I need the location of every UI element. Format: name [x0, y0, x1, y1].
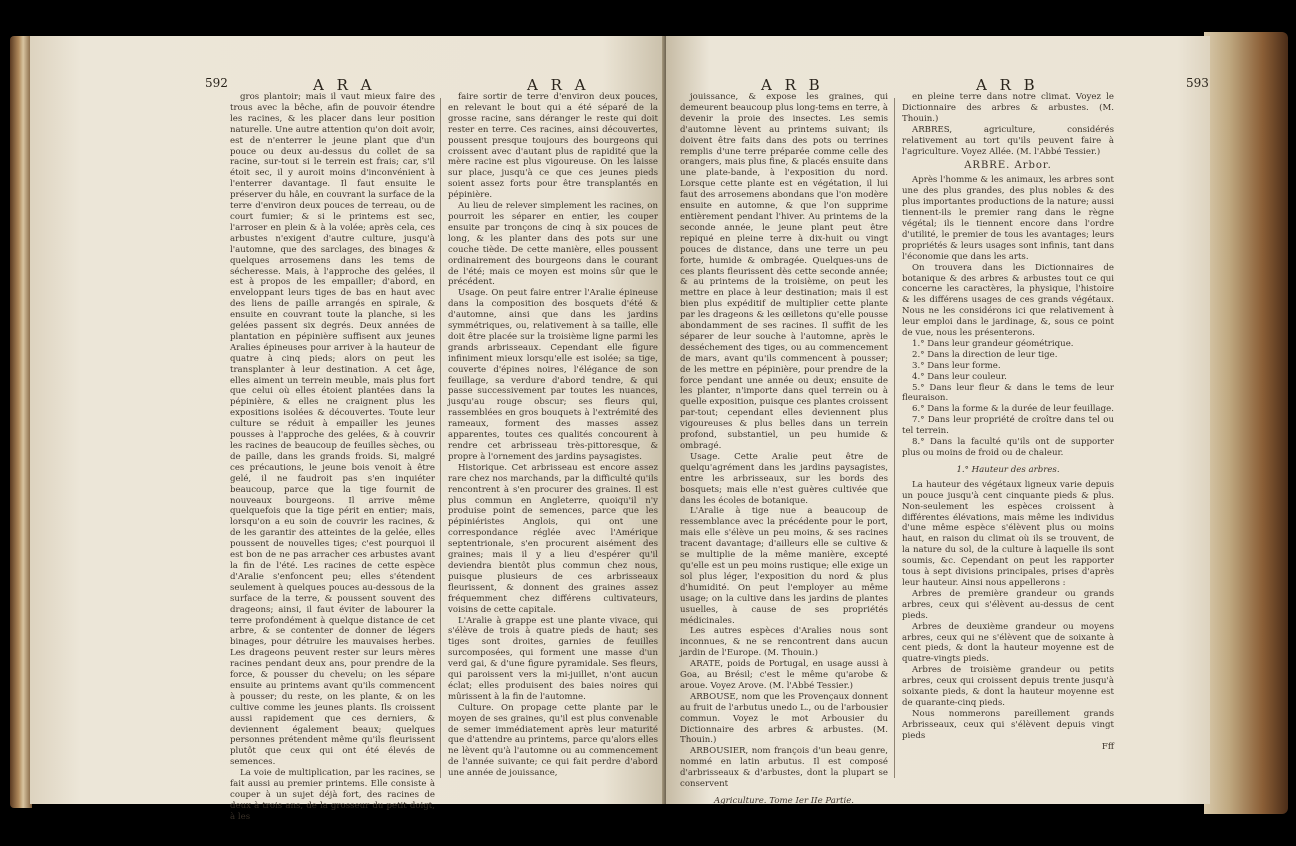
signature-line: Agriculture. Tome Ier IIe Partie. — [713, 796, 855, 806]
paragraph: gros plantoir; mais il vaut mieux faire des trous avec la bêche, afin de pouvoir étendre les racines, & les placer dans leur position naturelle. Une autre attention qu'on doit avoir, est de n'enterrer le jeune plant que d'un pouce ou deux au-dessus du collet de sa racine, sur-tout si le terrein est frais; car, s'il étoit sec, il y auroit moins d'inconvénient à l'enterrer davantage. Il faut ensuite le préserver du hâle, en couvrant la surface de la terre d'environ deux pouces de terreau, ou de court fumier; & si le printems est sec, l'arroser en plein & à la volée; après cela, ces arbustes n'exigent d'autre culture, jusqu'à l'automne, que des sarclages, des binages & quelques arrosemens dans les tems de sécheresse. Mais, à l'approche des gelées, il est à propos de les empailler; d'abord, en enveloppant leurs tiges de bas en haut avec des liens de paille arrangés en spirale, & ensuite en couvrant toute la planche, si les gelées passent six degrés. Deux années de plantation en pépinière suffisent aux jeunes Aralies épineuses pour arriver à la hauteur de quatre à cinq pieds; alors on peut les transplanter à leur destination. A cet âge, elles aiment un terrein meuble, mais plus fort que celui où elles étoient plantées dans la pépinière, & elles ne craignent plus les expositions isolées & découvertes. Toute leur culture se réduit à empailler les jeunes pousses à l'approche des gelées, & à couvrir les racines de beaucoup de feuilles sèches, ou de paille, dans les grands froids. Si, malgré ces précautions, le jeune bois venoit à être gelé, il ne faudroit pas s'en inquiéter beaucoup, parce que la tige fournit de nouveaux bourgeons. Il arrive même quelquefois que la tige périt en entier; mais, lorsqu'on a eu soin de couvrir les racines, & de les garantir des atteintes de la gelée, elles poussent de nouvelles tiges; c'est pourquoi il est bon de ne pas arracher ces arbustes avant la fin de l'été. Les racines de cette espèce d'Aralie s'enfoncent peu; elles s'étendent seulement à quelques pouces au-dessous de la surface de la terre, & poussent souvent des drageons; ainsi, il faut éviter de labourer la terre profondément à quelque distance de cet arbre, & se contenter de donner de légers binages, pour détruire les mauvaises herbes. Les drageons peuvent rester sur leurs mères racines pendant deux ans, pour prendre de la force, & pousser du chevelu; on les sépare ensuite au printems avant qu'ils commencent à pousser; du reste, on les plante, & on les cultive comme les jeunes plants. Ils croissent aussi rapidement que ces derniers, & deviennent également beaux; quelques personnes prétendent même qu'ils fleurissent plutôt que ceux qui ont été élevés de semences. — [230, 92, 435, 768]
paragraph: La hauteur des végétaux ligneux varie depuis un pouce jusqu'à cent cinquante pieds & plus. Non-seulement les espèces croissent à différentes élévations, mais même les individus d'une même espèce s'élèvent plus ou moins haut, en raison du climat où ils se trouvent, de la nature du sol, de la culture à laquelle ils sont soumis, &c. Cependant on peut les rapporter tous à sept divisions principales, prises d'après leur hauteur. Ainsi nous appellerons : — [902, 479, 1114, 588]
section-heading: ARBRE. Arbor. — [964, 160, 1052, 172]
paragraph: ARBOUSE, nom que les Provençaux donnent au fruit de l'arbutus unedo L., ou de l'arbousier commun. Voyez le mot Arbousier du Dictionnaire des arbres & arbustes. (M. Thouin.) — [680, 691, 888, 746]
book-edge-left — [10, 36, 32, 808]
paragraph: Nous nommerons pareillement grands Arbrisseaux, ceux qui s'élèvent depuis vingt pieds — [902, 708, 1114, 741]
right-column-2 — [902, 92, 1114, 752]
running-head-right-col2: A R B — [976, 76, 1039, 94]
list-item: 6.° Dans la forme & la durée de leur feuillage. — [912, 404, 1114, 415]
paragraph: L'Aralie à tige nue a beaucoup de ressemblance avec la précédente pour le port, mais elle s'élève un peu moins, & ses racines tracent davantage; d'ailleurs elle se cultive & se multiplie de la même manière, excepté qu'elle est un peu moins rustique; elle exige un sol plus léger, l'exposition du nord & plus d'humidité. On peut l'employer au même usage; on la cultive dans les jardins de plantes usuelles, à cause de ses propriétés médicinales. — [680, 506, 888, 626]
paragraph: La voie de multiplication, par les racines, se fait aussi au premier printems. Elle consiste à couper à un sujet déjà fort, des racines de deux à trois ans, de la grosseur du petit doigt, à les — [230, 768, 435, 822]
catchword: Fff — [1101, 741, 1114, 752]
column-rule — [894, 98, 895, 778]
paragraph: On trouvera dans les Dictionnaires de botanique & des arbres & arbustes tout ce qui concerne les caractères, la physique, l'histoire & les différens usages de ces grands végétaux. Nous ne les considérons ici que relativement à leur emploi dans le jardinage, &, sous ce point de vue, nous les présenterons. — [902, 262, 1114, 339]
paragraph: Usage. On peut faire entrer l'Aralie épineuse dans la composition des bosquets d'été & d'automne, ainsi que dans les jardins symmétriques, ou, relativement à sa taille, elle doit être placée sur la troisième ligne parmi les grands arbrisseaux. Cependant elle figure infiniment mieux lorsqu'elle est isolée; sa tige, couverte d'épines noires, l'élégance de son feuillage, sa verdure d'abord tendre, & qui passe successivement par toutes les nuances, jusqu'au rouge obscur; ses fleurs qui, rassemblées en gros bouquets à l'extrémité des rameaux, forment des masses assez apparentes, toutes ces qualités concourent à rendre cet arbrisseau très-pittoresque, & propre à l'ornement des jardins paysagistes. — [448, 288, 658, 462]
paragraph: Culture. On propage cette plante par le moyen de ses graines, qu'il est plus convenable de semer immédiatement après leur maturité que d'attendre au printems, parce qu'alors elles ne lèvent qu'à l'automne ou au commencement de l'année suivante; ce qui fait perdre d'abord une année de jouissance, — [448, 702, 658, 779]
column-rule — [440, 98, 441, 778]
list-item: 7.° Dans leur propriété de croître dans tel ou tel terrein. — [902, 415, 1114, 437]
list-item: 8.° Dans la faculté qu'ils ont de supporter plus ou moins de froid ou de chaleur. — [902, 437, 1114, 458]
paragraph: Après l'homme & les animaux, les arbres sont une des plus grandes, des plus nobles & des plus importantes productions de la nature; aussi tiennent-ils le premier rang dans le règne végétal; ils le tiennent encore dans l'ordre d'utilité, le premier de tous les avantages; leurs propriétés & leurs usages sont infinis, tant dans l'économie que dans les arts. — [902, 175, 1114, 262]
paragraph: ARBOUSIER, nom françois d'un beau genre, nommé en latin arbutus. Il est composé d'arbrisseaux & d'arbustes, dont la plupart se conservent — [680, 746, 888, 790]
running-head-left-col1: A R A — [313, 76, 376, 94]
paragraph: Au lieu de relever simplement les racines, on pourroit les séparer en entier, les couper ensuite par tronçons de cinq à six pouces de long, & les planter dans des pots sur une couche tiède. De cette manière, elles poussent ordinairement des bourgeons dans le courant de l'été; mais ce moyen est moins sûr que le précédent. — [448, 201, 658, 288]
paragraph: Usage. Cette Aralie peut être de quelqu'agrément dans les jardins paysagistes, entre les arbrisseaux, sur les bords des bosquets; mais elle n'est guères cultivée que dans les écoles de botanique. — [680, 451, 888, 506]
page-number-right: 593 — [1186, 76, 1209, 90]
left-page — [30, 36, 666, 822]
paragraph: Arbres de troisième grandeur ou petits arbres, ceux qui croissent depuis trente jusqu'à soixante pieds, & dont la hauteur moyenne est de quarante-cinq pieds. — [902, 665, 1114, 708]
paragraph: Historique. Cet arbrisseau est encore assez rare chez nos marchands, par la difficulté qu'ils rencontrent à s'en procurer des graines. Il est plus commun en Angleterre, quoiqu'il n'y produise point de semences, parce que les pépiniéristes Anglois, qui ont une correspondance réglée avec l'Amérique septentrionale, s'en procurent aisément des graines; mais il y a lieu d'espérer qu'il deviendra bientôt plus commun chez nous, puisque plusieurs de ces arbrisseaux fleurissent, & donnent des graines assez fréquemment chez différens cultivateurs, voisins de cette capitale. — [448, 462, 658, 615]
list-item: 1.° Dans leur grandeur géométrique. — [912, 338, 1074, 349]
list-item: 5.° Dans leur fleur & dans le tems de leur fleuraison. — [902, 382, 1114, 404]
right-page — [666, 36, 1210, 804]
paragraph: Les autres espèces d'Aralies nous sont inconnues, & ne se rencontrent dans aucun jardin de l'Europe. (M. Thouin.) — [680, 626, 888, 659]
right-column-1 — [680, 92, 888, 811]
book-edge-right — [1204, 32, 1288, 814]
list-item: 3.° Dans leur forme. — [912, 360, 1001, 371]
paragraph: Arbres de deuxième grandeur ou moyens arbres, ceux qui ne s'élèvent que de soixante à cent pieds, & dont la hauteur moyenne est de quatre-vingts pieds. — [902, 621, 1114, 665]
paragraph: Arbres de première grandeur ou grands arbres, ceux qui s'élèvent au-dessus de cent pieds. — [902, 588, 1114, 621]
paragraph: en pleine terre dans notre climat. Voyez le Dictionnaire des arbres & arbustes. (M. Thouin.) — [902, 92, 1114, 124]
open-book — [10, 32, 1288, 822]
running-head-right-col1: A R B — [761, 76, 824, 94]
running-head-left-col2: A R A — [527, 76, 590, 94]
page-number-left: 592 — [205, 76, 228, 90]
paragraph: ARBRES, agriculture, considérés relativement au tort qu'ils peuvent faire à l'agriculture. Voyez Allée. (M. l'Abbé Tessier.) — [902, 124, 1114, 157]
left-column-2 — [448, 92, 658, 779]
list-item: 4.° Dans leur couleur. — [912, 371, 1007, 382]
paragraph: jouissance, & expose les graines, qui demeurent beaucoup plus long-tems en terre, à devenir la proie des insectes. Les semis d'automne lèvent au printems suivant; ils doivent être faits dans des pots ou terrines remplis d'une terre préparée comme celle des orangers, mais plus fine, & placés ensuite dans une plate-bande, à l'exposition du nord. Lorsque cette plante est en végétation, il lui faut des arrosemens abondans que l'on modère ensuite en automne, & que l'on supprime entièrement pendant l'hiver. Au printems de la seconde année, le jeune plant peut être repiqué en pleine terre à dix-huit ou vingt pouces de distance, dans une terre un peu forte, humide & ombragée. Quelques-uns de ces plants fleurissent dès cette seconde année; & au printems de la troisième, on peut les mettre en place à leur destination; mais il est bien plus expéditif de multiplier cette plante par les drageons & les œilletons qu'elle pousse abondamment de ses racines. Il suffit de les séparer de leur souche à l'automne, après le desséchement des tiges, ou au commencement de mars, avant qu'ils commencent à pousser; de les mettre en pépinière, pour prendre de la force pendant une année ou deux; ensuite de les planter, n'importe dans quel terrein ou à quelle exposition, puisque ces plantes croissent par-tout; cependant elles deviennent plus vigoureuses & plus belles dans un terrein profond, substantiel, un peu humide & ombragé. — [680, 92, 888, 451]
paragraph: faire sortir de terre d'environ deux pouces, en relevant le bout qui a été séparé de la grosse racine, sans déranger le reste qui doit rester en terre. Ces racines, ainsi découvertes, poussent presque toujours des bourgeons qui croissent avec d'autant plus de rapidité que la mère racine est plus vigoureuse. On les laisse sur place, jusqu'à ce que ces jeunes pieds soient assez forts pour être transplantés en pépinière. — [448, 92, 658, 201]
list-item: 2.° Dans la direction de leur tige. — [912, 349, 1058, 360]
paragraph: ARATE, poids de Portugal, en usage aussi à Goa, au Brésil; c'est le même qu'arobe & aroue. Voyez Arove. (M. l'Abbé Tessier.) — [680, 659, 888, 691]
subsection-heading: 1.° Hauteur des arbres. — [956, 464, 1060, 475]
paragraph: L'Aralie à grappe est une plante vivace, qui s'élève de trois à quatre pieds de haut; ses tiges sont droites, garnies de feuilles surcomposées, qui forment une masse d'un verd gai, & d'une figure pyramidale. Ses fleurs, qui paroissent vers la mi-juillet, n'ont aucun éclat; elles produisent des baies noires qui mûrissent à la fin de l'automne. — [448, 615, 658, 702]
left-column-1 — [230, 92, 435, 823]
